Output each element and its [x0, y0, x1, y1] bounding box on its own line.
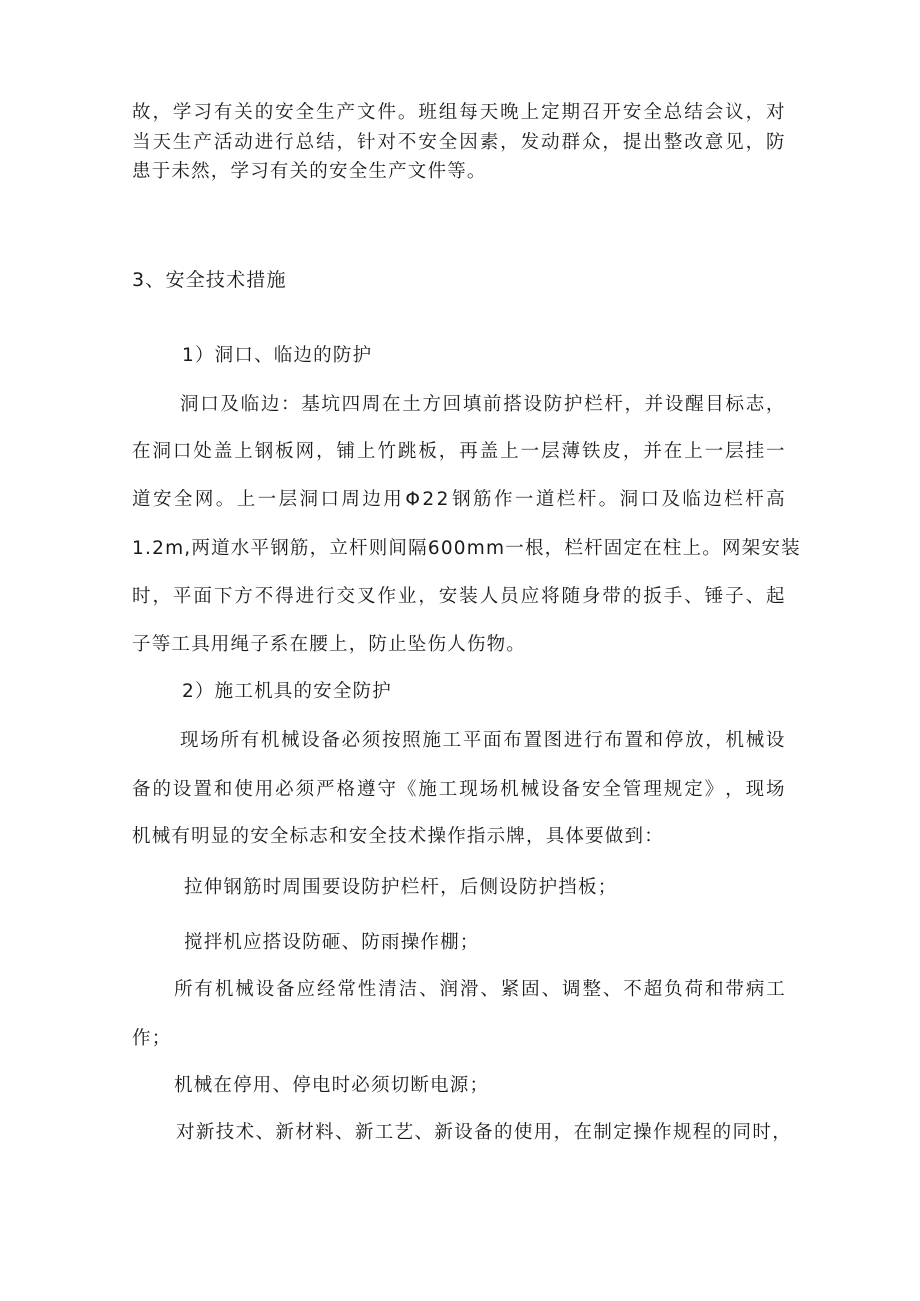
- sub2-line-2: 备 的 设 置 和 使 用 必 须 严 格 遵 守 《 施 工 现 场 机 械 设 备 安 全 管 理 规 定 》 ， 现 场: [132, 779, 786, 800]
- sub1-line-2: 在 洞 口 处 盖 上 钢 板 网 ， 铺 上 竹 跳 板 ， 再 盖 上 一 层 薄 铁 皮 ， 并 在 上 一 层 挂 一: [132, 441, 786, 462]
- intro-line-3: 患于未然，学习有关的安全生产文件等。: [132, 161, 487, 182]
- sub2-line-3: 机械有明显的安全标志和安全技术操作指示牌，具体要做到：: [132, 826, 664, 847]
- sub1-line-4: 1 . 2 m , 两 道 水 平 钢 筋 ， 立 杆 则 间 隔 6 0 0 m m 一 根 ， 栏 杆 固 定 在 柱 上 。 网 架 安 装: [132, 538, 801, 559]
- subsection-1-title: 1）洞口、临边的防护: [182, 345, 373, 366]
- sub1-line-6: 子等工具用绳子系在腰上，防止坠伤人伤物。: [132, 634, 527, 655]
- list-item: 拉伸钢筋时周围要设防护栏杆，后侧设防护挡板；: [184, 877, 618, 898]
- list-item: 对 新 技 术 、 新 材 料 、 新 工 艺 、 新 设 备 的 使 用 ， 在 制 定 操 作 规 程 的 同 时 ，: [176, 1122, 792, 1143]
- section-heading: 3、安全技术措施: [132, 269, 287, 291]
- sub1-line-3: 道 安 全 网 。 上 一 层 洞 口 周 边 用 Φ 2 2 钢 筋 作 一 道 栏 杆 。 洞 口 及 临 边 栏 杆 高: [132, 489, 786, 510]
- subsection-2-title: 2）施工机具的安全防护: [182, 681, 392, 702]
- sub1-line-5: 时 ， 平 面 下 方 不 得 进 行 交 叉 作 业 ， 安 装 人 员 应 将 随 身 带 的 扳 手 、 锤 子 、 起: [132, 586, 786, 607]
- sub2-line-1: 现 场 所 有 机 械 设 备 必 须 按 照 施 工 平 面 布 置 图 进 行 布 置 和 停 放 ， 机 械 设: [180, 730, 786, 751]
- intro-line-2: 当 天 生 产 活 动 进 行 总 结 ， 针 对 不 安 全 因 素 ， 发 动 群 众 ， 提 出 整 改 意 见 ， 防: [132, 132, 786, 153]
- list-item: 机械在停用、停电时必须切断电源；: [174, 1075, 490, 1096]
- list-item-continuation: 作；: [132, 1028, 172, 1049]
- list-item: 搅拌机应搭设防砸、防雨操作棚；: [184, 932, 480, 953]
- intro-line-1: 故 ， 学 习 有 关 的 安 全 生 产 文 件 。 班 组 每 天 晚 上 定 期 召 开 安 全 总 结 会 议 ， 对: [132, 102, 786, 123]
- list-item: 所 有 机 械 设 备 应 经 常 性 清 洁 、 润 滑 、 紧 固 、 调 整 、 不 超 负 荷 和 带 病 工: [174, 979, 786, 1000]
- sub1-line-1: 洞 口 及 临 边 ： 基 坑 四 周 在 土 方 回 填 前 搭 设 防 护 栏 杆 ， 并 设 醒 目 标 志 ，: [180, 394, 786, 415]
